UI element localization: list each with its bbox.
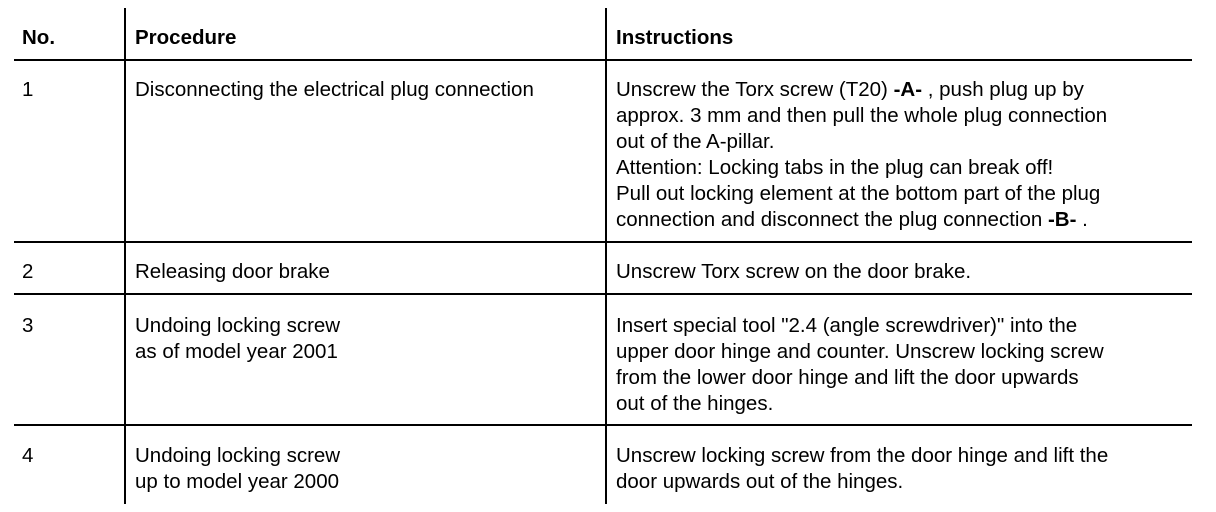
row-4-no: 4 <box>22 444 34 467</box>
instruction-text: connection and disconnect the plug connection <box>616 208 1048 231</box>
row-2-no: 2 <box>22 260 34 283</box>
row-2-instructions <box>616 259 971 285</box>
header-instructions: Instructions <box>616 26 734 49</box>
row-4-instructions <box>616 443 1108 495</box>
instruction-line: out of the hinges. <box>616 392 774 415</box>
instruction-line: approx. 3 mm and then pull the whole plug connection <box>616 104 1108 127</box>
callout-a: -A- <box>893 78 923 101</box>
instruction-text: Unscrew the Torx screw (T20) <box>616 78 894 101</box>
instruction-line <box>616 207 1107 233</box>
row-4-procedure <box>135 443 340 495</box>
instruction-line: out of the A-pillar. <box>616 130 775 153</box>
procedure-line: Disconnecting the electrical plug connection <box>135 78 534 101</box>
column-divider <box>124 8 126 504</box>
procedure-line: up to model year 2000 <box>135 470 339 493</box>
procedure-line: Undoing locking screw <box>135 314 341 337</box>
instruction-line: from the lower door hinge and lift the door upwards <box>616 366 1079 389</box>
instruction-line: Unscrew Torx screw on the door brake. <box>616 260 972 283</box>
instruction-text: , push plug up by <box>922 78 1084 101</box>
row-divider <box>14 241 1192 243</box>
header-no: No. <box>22 26 56 49</box>
instruction-line <box>616 77 1107 103</box>
row-2-procedure <box>135 259 330 285</box>
row-divider <box>14 424 1192 426</box>
row-3-instructions <box>616 313 1104 417</box>
row-3-procedure <box>135 313 340 365</box>
row-1-instructions <box>616 77 1107 233</box>
instruction-line: Unscrew locking screw from the door hinge and lift the <box>616 444 1109 467</box>
row-divider <box>14 59 1192 61</box>
callout-b: -B- <box>1047 208 1077 231</box>
header-procedure: Procedure <box>135 26 237 49</box>
instruction-line: Insert special tool "2.4 (angle screwdriver)" into the <box>616 314 1078 337</box>
procedure-line: Undoing locking screw <box>135 444 341 467</box>
procedure-line: as of model year 2001 <box>135 340 338 363</box>
column-divider <box>605 8 607 504</box>
row-3-no: 3 <box>22 314 34 337</box>
instruction-line: Attention: Locking tabs in the plug can break off! <box>616 156 1054 179</box>
instruction-line: Pull out locking element at the bottom part of the plug <box>616 182 1101 205</box>
row-1-no: 1 <box>22 78 34 101</box>
row-1-procedure <box>135 77 534 103</box>
instruction-line: upper door hinge and counter. Unscrew locking screw <box>616 340 1104 363</box>
procedure-line: Releasing door brake <box>135 260 330 283</box>
instruction-line: door upwards out of the hinges. <box>616 470 904 493</box>
row-divider <box>14 293 1192 295</box>
instruction-text: . <box>1076 208 1088 231</box>
